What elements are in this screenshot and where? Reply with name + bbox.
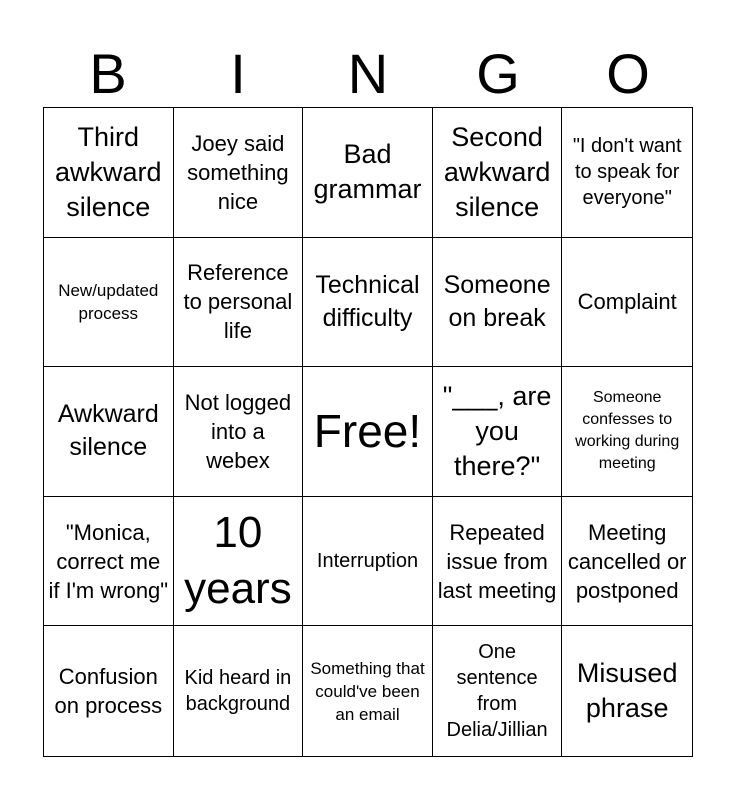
bingo-cell[interactable]: 10 years bbox=[174, 497, 304, 627]
bingo-cell[interactable]: Confusion on process bbox=[44, 626, 174, 756]
header-letter-g: G bbox=[476, 42, 520, 105]
bingo-cell[interactable]: Kid heard in background bbox=[174, 626, 304, 756]
bingo-cell[interactable]: Not logged into a webex bbox=[174, 367, 304, 497]
bingo-cell[interactable]: Awkward silence bbox=[44, 367, 174, 497]
bingo-cell[interactable]: "Monica, correct me if I'm wrong" bbox=[44, 497, 174, 627]
bingo-board bbox=[43, 107, 693, 757]
bingo-cell[interactable]: "___, are you there?" bbox=[433, 367, 563, 497]
header-letter-b: B bbox=[89, 42, 127, 105]
bingo-header bbox=[43, 40, 693, 108]
bingo-cell[interactable]: Misused phrase bbox=[576, 658, 678, 724]
header-letter-n: N bbox=[347, 42, 389, 105]
header-letter-o: O bbox=[606, 42, 650, 105]
bingo-cell[interactable]: Meeting cancelled or postponed bbox=[562, 497, 692, 627]
bingo-cell[interactable]: Second awkward silence bbox=[433, 108, 563, 238]
bingo-cell[interactable]: "I don't want to speak for everyone" bbox=[562, 108, 692, 238]
bingo-cell[interactable]: Someone on break bbox=[433, 238, 563, 368]
header-letter-i: I bbox=[230, 42, 246, 105]
bingo-cell[interactable]: Interruption bbox=[303, 497, 433, 627]
bingo-cell[interactable]: Bad grammar bbox=[303, 108, 433, 238]
bingo-cell[interactable]: Third awkward silence bbox=[44, 108, 174, 238]
bingo-cell[interactable]: Complaint bbox=[562, 238, 692, 368]
bingo-cell[interactable]: Reference to personal life bbox=[174, 238, 304, 368]
bingo-cell[interactable]: Someone confesses to working during meeting bbox=[562, 367, 692, 497]
bingo-cell[interactable]: Something that could've been an email bbox=[303, 626, 433, 756]
free-space-cell[interactable]: Free! bbox=[303, 367, 433, 497]
bingo-cell[interactable]: One sentence from Delia/Jillian bbox=[433, 626, 563, 756]
bingo-cell[interactable]: Repeated issue from last meeting bbox=[433, 497, 563, 627]
bingo-cell[interactable]: New/updated process bbox=[44, 238, 174, 368]
bingo-cell[interactable]: Joey said something nice bbox=[174, 108, 304, 238]
bingo-cell[interactable]: Technical difficulty bbox=[303, 238, 433, 368]
